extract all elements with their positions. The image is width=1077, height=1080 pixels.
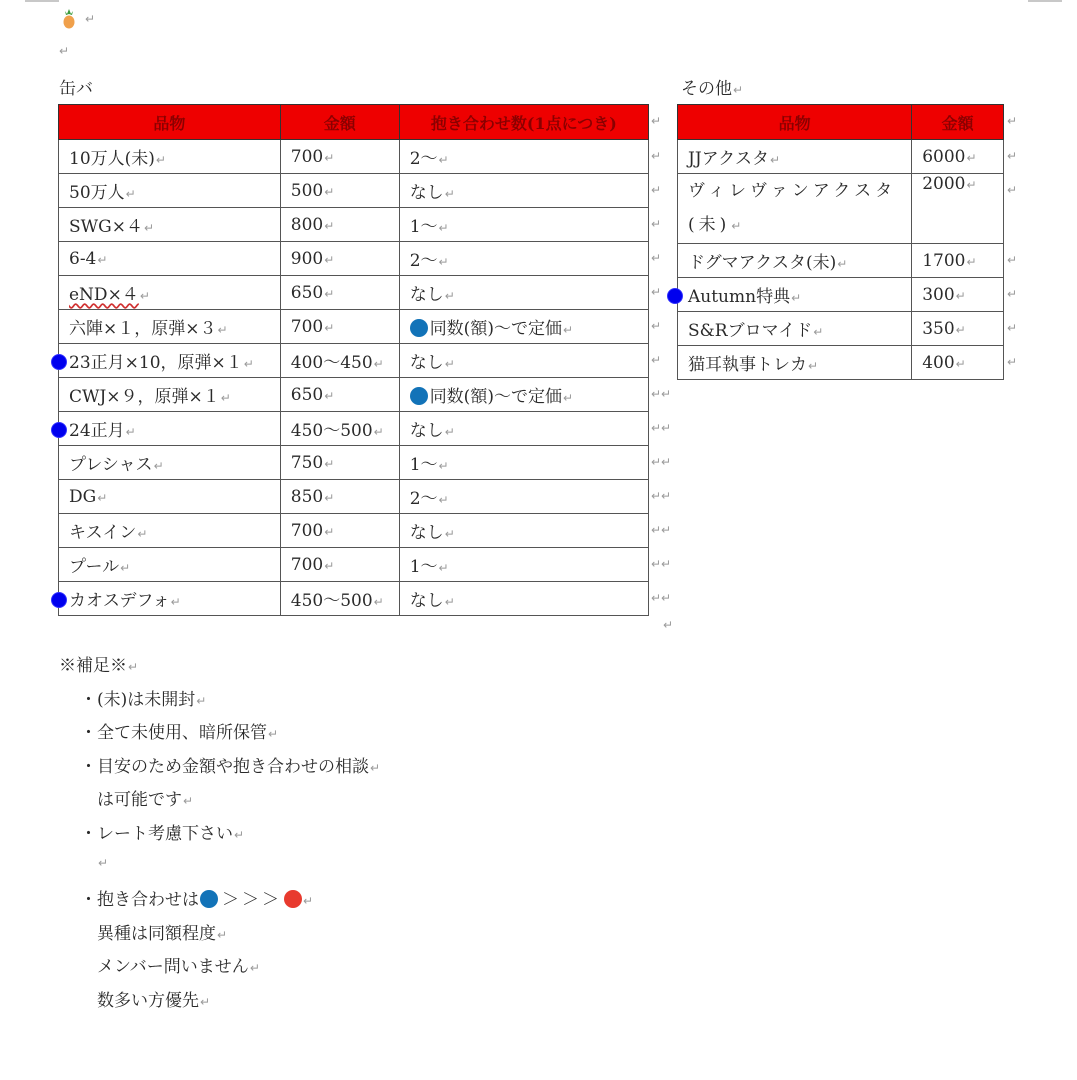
cell-bundle: 1〜↵ bbox=[399, 446, 648, 480]
note-line: 異種は同額程度↵ bbox=[97, 924, 228, 944]
table-row bbox=[59, 174, 649, 208]
row-end-mark: ↵ bbox=[1007, 148, 1018, 163]
cell-price: 700↵ bbox=[280, 140, 399, 174]
blue-dot-icon bbox=[410, 319, 428, 337]
cell-item: 10万人(未)↵ bbox=[59, 140, 281, 174]
cell-price: 500↵ bbox=[280, 174, 399, 208]
row-end-mark: ↵↵ bbox=[651, 420, 672, 435]
row-end-mark: ↵ bbox=[651, 216, 662, 231]
row-end-mark: ↵ bbox=[663, 618, 674, 632]
red-dot-icon bbox=[284, 890, 302, 908]
cell-item: eND×４↵ bbox=[59, 276, 281, 310]
blue-marker-dot bbox=[51, 422, 67, 438]
paragraph-mark: ↵ bbox=[59, 44, 70, 58]
cell-bundle: 2〜↵ bbox=[399, 140, 648, 174]
notes-title: ※補足※↵ bbox=[59, 656, 139, 676]
row-end-mark: ↵ bbox=[651, 114, 662, 128]
note-line: ・レート考慮下さい↵ bbox=[80, 824, 245, 844]
cell-bundle: なし↵ bbox=[399, 276, 648, 310]
paragraph-mark: ↵ bbox=[85, 12, 96, 26]
cell-price: 650↵ bbox=[280, 378, 399, 412]
cell-item: SWG×４↵ bbox=[59, 208, 281, 242]
page-corner-mark-right bbox=[1028, 0, 1062, 2]
row-end-mark: ↵ bbox=[651, 352, 662, 367]
cell-item: ヴィレヴァンアクスタ(未)↵ bbox=[678, 174, 912, 244]
note-line: メンバー問いません↵ bbox=[97, 957, 260, 977]
cell-price: 800↵ bbox=[280, 208, 399, 242]
cell-item: プール↵ bbox=[59, 548, 281, 582]
row-end-mark: ↵ bbox=[1007, 252, 1018, 267]
table-row bbox=[678, 278, 1004, 312]
row-end-mark: ↵↵ bbox=[651, 488, 672, 503]
cell-item: 50万人↵ bbox=[59, 174, 281, 208]
cell-price: 700↵ bbox=[280, 548, 399, 582]
note-line: 数多い方優先↵ bbox=[97, 991, 211, 1011]
section-title-other: その他↵ bbox=[681, 79, 744, 99]
section-title-kanba: 缶バ bbox=[59, 79, 93, 99]
cell-item: キスイン↵ bbox=[59, 514, 281, 548]
table-row bbox=[59, 344, 649, 378]
cell-price: 2000↵ bbox=[912, 174, 1004, 244]
row-end-mark: ↵↵ bbox=[651, 522, 672, 537]
column-header-price: 金額 bbox=[280, 105, 399, 140]
cell-bundle: 2〜↵ bbox=[399, 480, 648, 514]
cell-bundle: 同数(額)〜で定価↵ bbox=[399, 378, 648, 412]
cell-price: 450〜500↵ bbox=[280, 412, 399, 446]
note-line: ・目安のため金額や抱き合わせの相談↵ bbox=[80, 757, 381, 777]
blue-dot-icon bbox=[200, 890, 218, 908]
cell-bundle: なし↵ bbox=[399, 174, 648, 208]
cell-price: 350↵ bbox=[912, 312, 1004, 346]
other-goods-price-table bbox=[677, 104, 1004, 380]
row-end-mark: ↵ bbox=[651, 284, 662, 299]
cell-price: 6000↵ bbox=[912, 140, 1004, 174]
table-row bbox=[59, 140, 649, 174]
cell-price: 900↵ bbox=[280, 242, 399, 276]
table-row bbox=[59, 378, 649, 412]
page-corner-mark-left bbox=[25, 0, 59, 2]
cell-price: 400〜450↵ bbox=[280, 344, 399, 378]
column-header-price: 金額 bbox=[912, 105, 1004, 140]
row-end-mark: ↵↵ bbox=[651, 386, 672, 401]
cell-item: ドグマアクスタ(未)↵ bbox=[678, 244, 912, 278]
note-line: ・(未)は未開封↵ bbox=[80, 690, 207, 710]
table-row bbox=[59, 548, 649, 582]
empty-line: ↵ bbox=[98, 856, 109, 870]
cell-bundle: 2〜↵ bbox=[399, 242, 648, 276]
cell-bundle: 同数(額)〜で定価↵ bbox=[399, 310, 648, 344]
cell-price: 850↵ bbox=[280, 480, 399, 514]
cell-item: 6-4↵ bbox=[59, 242, 281, 276]
cell-price: 1700↵ bbox=[912, 244, 1004, 278]
cell-price: 450〜500↵ bbox=[280, 582, 399, 616]
table-row bbox=[59, 310, 649, 344]
cell-item: CWJ×９，原弾×１↵ bbox=[59, 378, 281, 412]
cell-item: S&Rブロマイド↵ bbox=[678, 312, 912, 346]
pineapple-icon bbox=[62, 9, 76, 29]
cell-bundle: 1〜↵ bbox=[399, 548, 648, 582]
cell-item: 24正月↵ bbox=[59, 412, 281, 446]
table-row bbox=[59, 582, 649, 616]
row-end-mark: ↵ bbox=[651, 182, 662, 197]
table-row bbox=[678, 140, 1004, 174]
cell-bundle: なし↵ bbox=[399, 412, 648, 446]
row-end-mark: ↵↵ bbox=[651, 590, 672, 605]
column-header-item: 品物 bbox=[59, 105, 281, 140]
table-header-row bbox=[678, 105, 1004, 140]
cell-price: 400↵ bbox=[912, 346, 1004, 380]
table-row bbox=[59, 242, 649, 276]
row-end-mark: ↵ bbox=[651, 148, 662, 163]
blue-marker-dot bbox=[51, 592, 67, 608]
table-row bbox=[678, 174, 1004, 244]
cell-bundle: 1〜↵ bbox=[399, 208, 648, 242]
cell-price: 700↵ bbox=[280, 310, 399, 344]
cell-bundle: なし↵ bbox=[399, 514, 648, 548]
cell-item: JJアクスタ↵ bbox=[678, 140, 912, 174]
blue-dot-icon bbox=[410, 387, 428, 405]
column-header-item: 品物 bbox=[678, 105, 912, 140]
row-end-mark: ↵ bbox=[1007, 114, 1018, 128]
table-header-row bbox=[59, 105, 649, 140]
row-end-mark: ↵ bbox=[651, 318, 662, 333]
row-end-mark: ↵ bbox=[651, 250, 662, 265]
row-end-mark: ↵ bbox=[1007, 354, 1018, 369]
table-row bbox=[678, 312, 1004, 346]
table-row bbox=[59, 514, 649, 548]
cell-item: カオスデフォ↵ bbox=[59, 582, 281, 616]
blue-marker-dot bbox=[51, 354, 67, 370]
table-row bbox=[59, 412, 649, 446]
table-row bbox=[59, 208, 649, 242]
cell-item: プレシャス↵ bbox=[59, 446, 281, 480]
row-end-mark: ↵ bbox=[1007, 182, 1018, 197]
row-end-mark: ↵ bbox=[1007, 320, 1018, 335]
cell-price: 650↵ bbox=[280, 276, 399, 310]
note-line: ・全て未使用、暗所保管↵ bbox=[80, 723, 279, 743]
note-line: は可能です↵ bbox=[97, 790, 194, 810]
cell-price: 300↵ bbox=[912, 278, 1004, 312]
row-end-mark: ↵ bbox=[1007, 286, 1018, 301]
table-row bbox=[59, 276, 649, 310]
cell-item: 猫耳執事トレカ↵ bbox=[678, 346, 912, 380]
note-line-bundle-priority: ・抱き合わせは ＞＞＞ ↵ bbox=[80, 890, 314, 910]
cell-item: 23正月×10，原弾×１↵ bbox=[59, 344, 281, 378]
table-row bbox=[678, 346, 1004, 380]
cell-price: 700↵ bbox=[280, 514, 399, 548]
cell-item: DG↵ bbox=[59, 480, 281, 514]
cell-item: Autumn特典↵ bbox=[678, 278, 912, 312]
cell-bundle: なし↵ bbox=[399, 582, 648, 616]
cell-item: 六陣×１，原弾×３↵ bbox=[59, 310, 281, 344]
row-end-mark: ↵↵ bbox=[651, 556, 672, 571]
table-row bbox=[678, 244, 1004, 278]
cell-bundle: なし↵ bbox=[399, 344, 648, 378]
kanba-price-table bbox=[58, 104, 649, 616]
row-end-mark: ↵↵ bbox=[651, 454, 672, 469]
column-header-bundle: 抱き合わせ数(1点につき) bbox=[399, 105, 648, 140]
cell-price: 750↵ bbox=[280, 446, 399, 480]
table-row bbox=[59, 480, 649, 514]
blue-marker-dot bbox=[667, 288, 683, 304]
table-row bbox=[59, 446, 649, 480]
